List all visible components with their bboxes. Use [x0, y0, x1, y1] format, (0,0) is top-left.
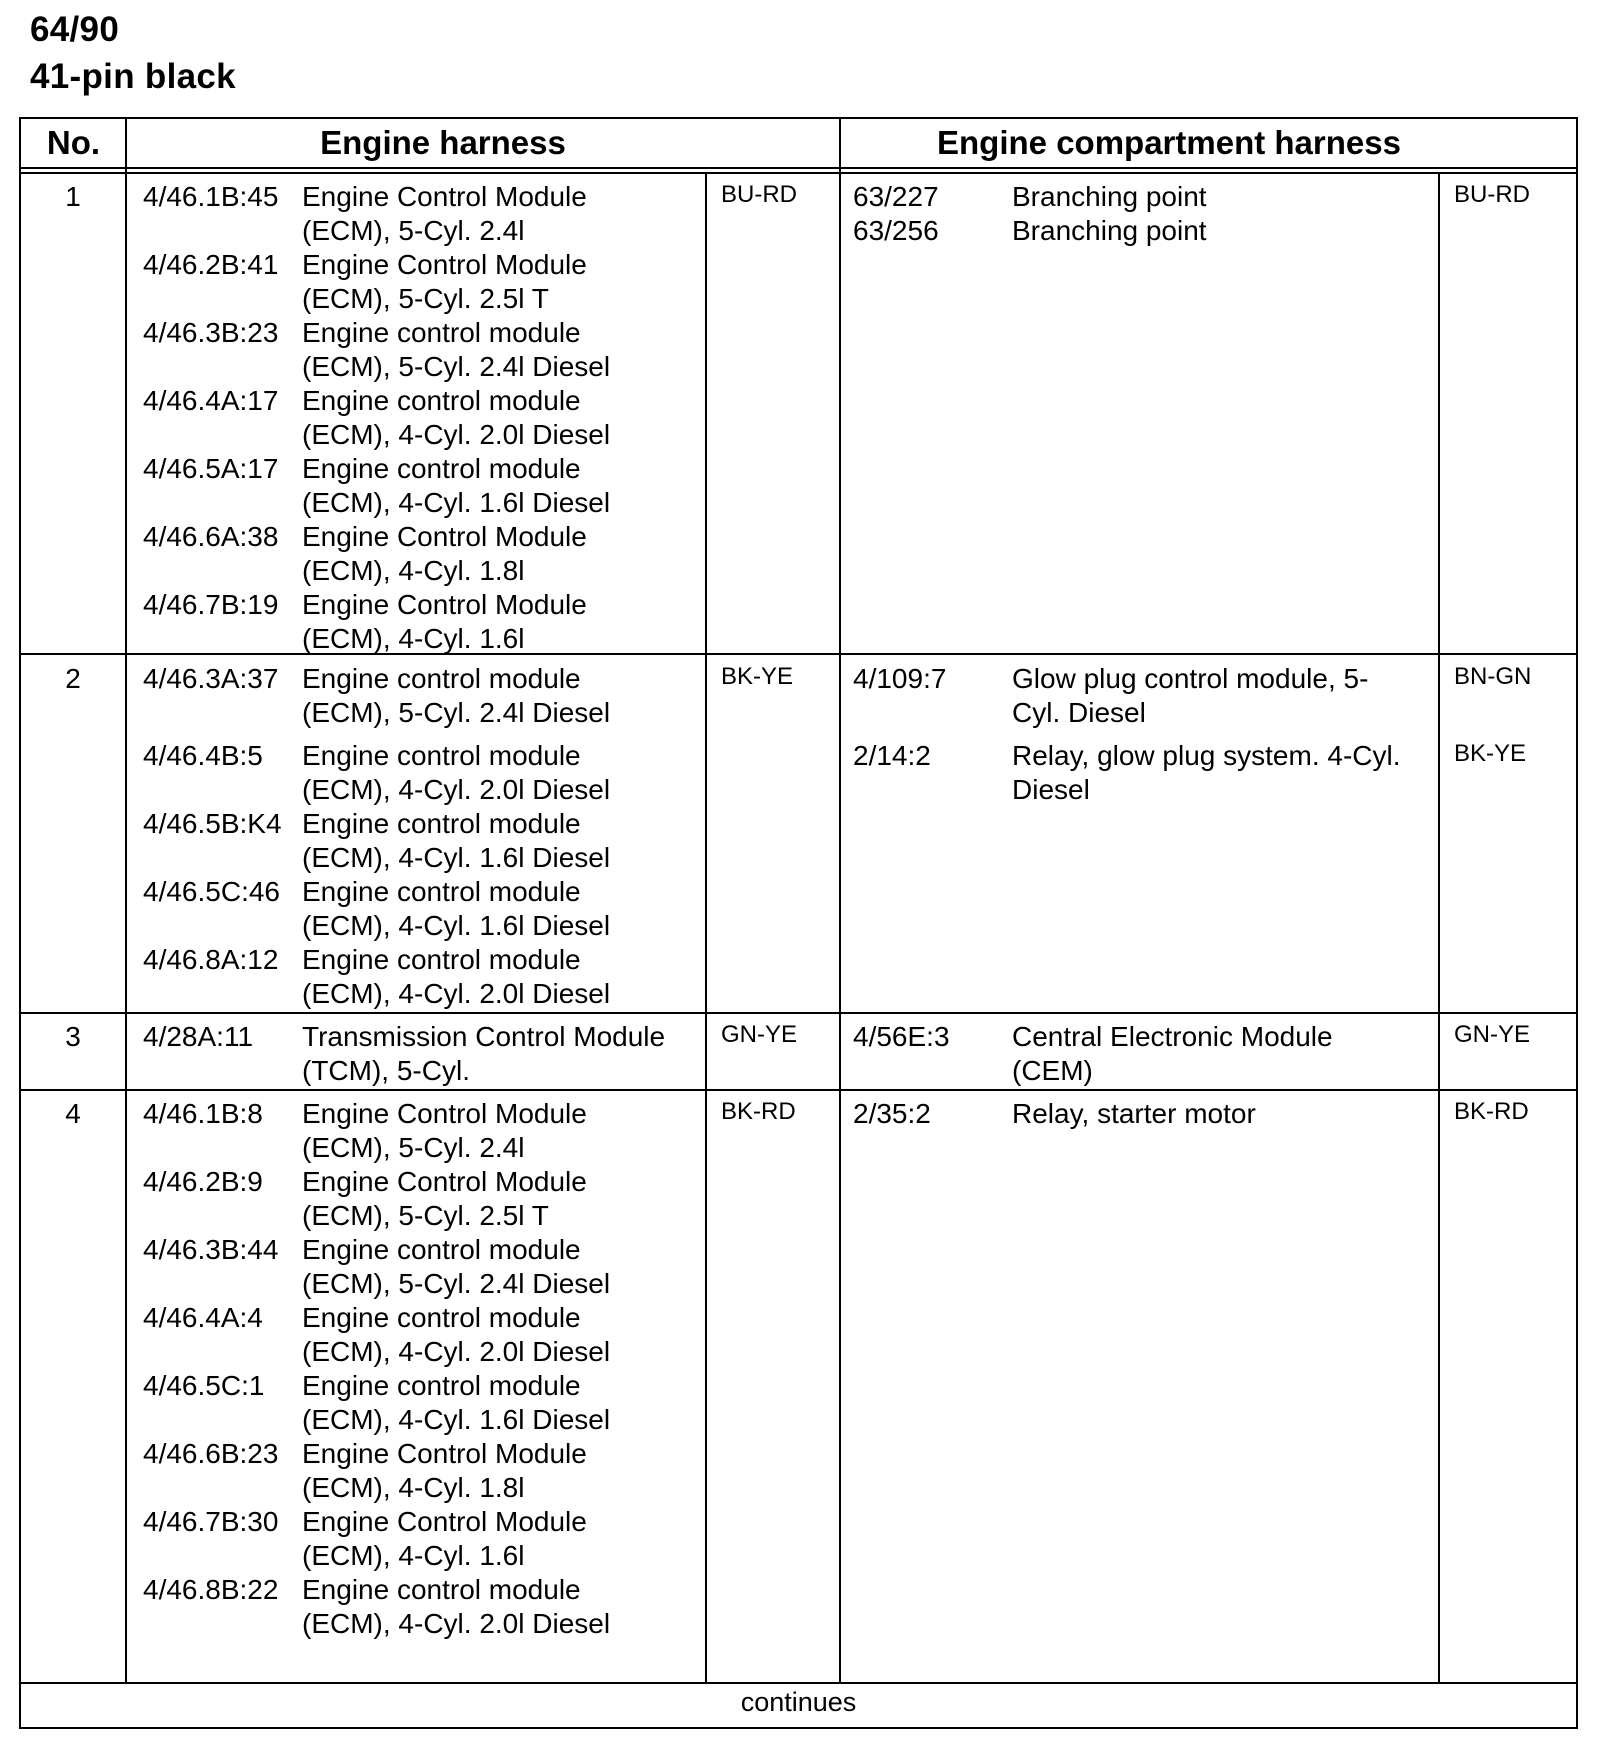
- engine-component-name: Transmission Control Module: [302, 1021, 666, 1052]
- compartment-component-name: Central Electronic Module: [1012, 1021, 1333, 1052]
- engine-component-variant: (ECM), 4-Cyl. 1.6l Diesel: [302, 910, 611, 941]
- engine-connector-ref: 4/28A:11: [143, 1021, 254, 1052]
- divider-compartment-color: [1438, 172, 1440, 1682]
- engine-component-name: Engine control module: [302, 453, 581, 484]
- engine-connector-ref: 4/46.4A:4: [143, 1302, 263, 1333]
- compartment-connector-ref: 2/14:2: [853, 740, 931, 771]
- engine-component-name: Engine control module: [302, 663, 581, 694]
- compartment-component-name: Branching point: [1012, 181, 1207, 212]
- engine-wire-color: BK-YE: [721, 663, 794, 690]
- engine-component-name: Engine control module: [302, 1370, 581, 1401]
- engine-component-name: Engine control module: [302, 317, 581, 348]
- engine-component-name: Engine Control Module: [302, 589, 587, 620]
- engine-component-name: Engine control module: [302, 1234, 581, 1265]
- compartment-wire-color: BN-GN: [1454, 663, 1532, 690]
- compartment-wire-color: BU-RD: [1454, 181, 1530, 208]
- row-divider-3: [21, 1089, 1576, 1091]
- engine-component-variant: (ECM), 4-Cyl. 2.0l Diesel: [302, 1608, 611, 1639]
- compartment-connector-ref: 4/56E:3: [853, 1021, 950, 1052]
- divider-no: [125, 119, 127, 1682]
- row-number: 3: [65, 1021, 81, 1052]
- engine-component-name: Engine control module: [302, 385, 581, 416]
- engine-component-variant: (ECM), 4-Cyl. 1.6l Diesel: [302, 842, 611, 873]
- compartment-component-detail: (CEM): [1012, 1055, 1093, 1086]
- engine-component-variant: (ECM), 4-Cyl. 1.6l: [302, 1540, 525, 1571]
- compartment-connector-ref: 4/109:7: [853, 663, 947, 694]
- connector-number: 64/90: [30, 10, 120, 49]
- engine-component-variant: (ECM), 4-Cyl. 1.8l: [302, 1472, 525, 1503]
- engine-connector-ref: 4/46.6A:38: [143, 521, 279, 552]
- compartment-component-name: Relay, glow plug system. 4-Cyl.: [1012, 740, 1401, 771]
- engine-connector-ref: 4/46.4A:17: [143, 385, 279, 416]
- engine-connector-ref: 4/46.5C:1: [143, 1370, 265, 1401]
- engine-wire-color: BK-RD: [721, 1098, 796, 1125]
- engine-connector-ref: 4/46.5B:K4: [143, 808, 282, 839]
- engine-wire-color: GN-YE: [721, 1021, 798, 1048]
- engine-component-variant: (ECM), 5-Cyl. 2.4l: [302, 215, 525, 246]
- engine-component-variant: (ECM), 5-Cyl. 2.4l Diesel: [302, 351, 611, 382]
- engine-component-name: Engine Control Module: [302, 181, 587, 212]
- header-no: No.: [46, 124, 101, 161]
- engine-component-variant: (ECM), 5-Cyl. 2.5l T: [302, 1200, 549, 1231]
- compartment-component-detail: Diesel: [1012, 774, 1090, 805]
- engine-component-variant: (ECM), 4-Cyl. 1.6l Diesel: [302, 487, 611, 518]
- row-divider-1: [21, 653, 1576, 655]
- engine-component-variant: (ECM), 4-Cyl. 1.8l: [302, 555, 525, 586]
- continues-note: continues: [740, 1687, 857, 1717]
- row-number: 4: [65, 1098, 81, 1129]
- engine-component-variant: (ECM), 5-Cyl. 2.4l: [302, 1132, 525, 1163]
- engine-component-name: Engine control module: [302, 1302, 581, 1333]
- header-rule-top: [21, 167, 1576, 169]
- engine-component-name: Engine control module: [302, 740, 581, 771]
- compartment-connector-ref: 63/227: [853, 181, 939, 212]
- engine-component-variant: (ECM), 4-Cyl. 2.0l Diesel: [302, 774, 611, 805]
- table-header: [21, 119, 1576, 167]
- engine-wire-color: BU-RD: [721, 181, 797, 208]
- engine-component-variant: (TCM), 5-Cyl.: [302, 1055, 470, 1086]
- engine-connector-ref: 4/46.6B:23: [143, 1438, 279, 1469]
- engine-component-name: Engine control module: [302, 1574, 581, 1605]
- engine-connector-ref: 4/46.4B:5: [143, 740, 263, 771]
- compartment-wire-color: BK-YE: [1454, 740, 1527, 767]
- engine-connector-ref: 4/46.3A:37: [143, 663, 279, 694]
- engine-connector-ref: 4/46.2B:9: [143, 1166, 263, 1197]
- engine-connector-ref: 4/46.3B:44: [143, 1234, 279, 1265]
- compartment-wire-color: GN-YE: [1454, 1021, 1531, 1048]
- engine-component-name: Engine Control Module: [302, 1506, 587, 1537]
- compartment-connector-ref: 63/256: [853, 215, 939, 246]
- engine-component-name: Engine Control Module: [302, 1098, 587, 1129]
- engine-component-variant: (ECM), 4-Cyl. 2.0l Diesel: [302, 1336, 611, 1367]
- page-heading: [30, 6, 236, 100]
- connector-description: 41-pin black: [30, 57, 236, 96]
- engine-connector-ref: 4/46.2B:41: [143, 249, 279, 280]
- engine-connector-ref: 4/46.5C:46: [143, 876, 280, 907]
- compartment-component-name: Relay, starter motor: [1012, 1098, 1256, 1129]
- engine-connector-ref: 4/46.8A:12: [143, 944, 279, 975]
- compartment-component-name: Glow plug control module, 5-: [1012, 663, 1369, 694]
- engine-component-name: Engine Control Module: [302, 249, 587, 280]
- engine-component-variant: (ECM), 4-Cyl. 2.0l Diesel: [302, 419, 611, 450]
- engine-component-name: Engine control module: [302, 808, 581, 839]
- engine-connector-ref: 4/46.7B:19: [143, 589, 279, 620]
- engine-component-variant: (ECM), 5-Cyl. 2.4l Diesel: [302, 1268, 611, 1299]
- engine-connector-ref: 4/46.5A:17: [143, 453, 279, 484]
- engine-component-name: Engine control module: [302, 876, 581, 907]
- engine-connector-ref: 4/46.8B:22: [143, 1574, 279, 1605]
- engine-connector-ref: 4/46.3B:23: [143, 317, 279, 348]
- engine-component-variant: (ECM), 4-Cyl. 1.6l Diesel: [302, 1404, 611, 1435]
- header-rule-bottom: [21, 172, 1576, 174]
- engine-connector-ref: 4/46.1B:45: [143, 181, 279, 212]
- divider-engine-color: [705, 172, 707, 1682]
- compartment-component-name: Branching point: [1012, 215, 1207, 246]
- header-engine-harness: Engine harness: [320, 124, 566, 161]
- engine-component-name: Engine Control Module: [302, 1438, 587, 1469]
- row-divider-2: [21, 1012, 1576, 1014]
- row-number: 1: [65, 181, 81, 212]
- engine-component-name: Engine Control Module: [302, 1166, 587, 1197]
- engine-component-name: Engine Control Module: [302, 521, 587, 552]
- compartment-component-detail: Cyl. Diesel: [1012, 697, 1146, 728]
- engine-component-variant: (ECM), 4-Cyl. 2.0l Diesel: [302, 978, 611, 1009]
- row-number: 2: [65, 663, 81, 694]
- engine-connector-ref: 4/46.1B:8: [143, 1098, 263, 1129]
- engine-component-variant: (ECM), 5-Cyl. 2.4l Diesel: [302, 697, 611, 728]
- compartment-connector-ref: 2/35:2: [853, 1098, 931, 1129]
- divider-harness: [839, 119, 841, 1682]
- engine-connector-ref: 4/46.7B:30: [143, 1506, 279, 1537]
- engine-component-variant: (ECM), 5-Cyl. 2.5l T: [302, 283, 549, 314]
- engine-component-variant: (ECM), 4-Cyl. 1.6l: [302, 623, 525, 654]
- engine-component-name: Engine control module: [302, 944, 581, 975]
- header-compartment-harness: Engine compartment harness: [937, 124, 1401, 161]
- compartment-wire-color: BK-RD: [1454, 1098, 1529, 1125]
- wiring-table: [19, 117, 1578, 1729]
